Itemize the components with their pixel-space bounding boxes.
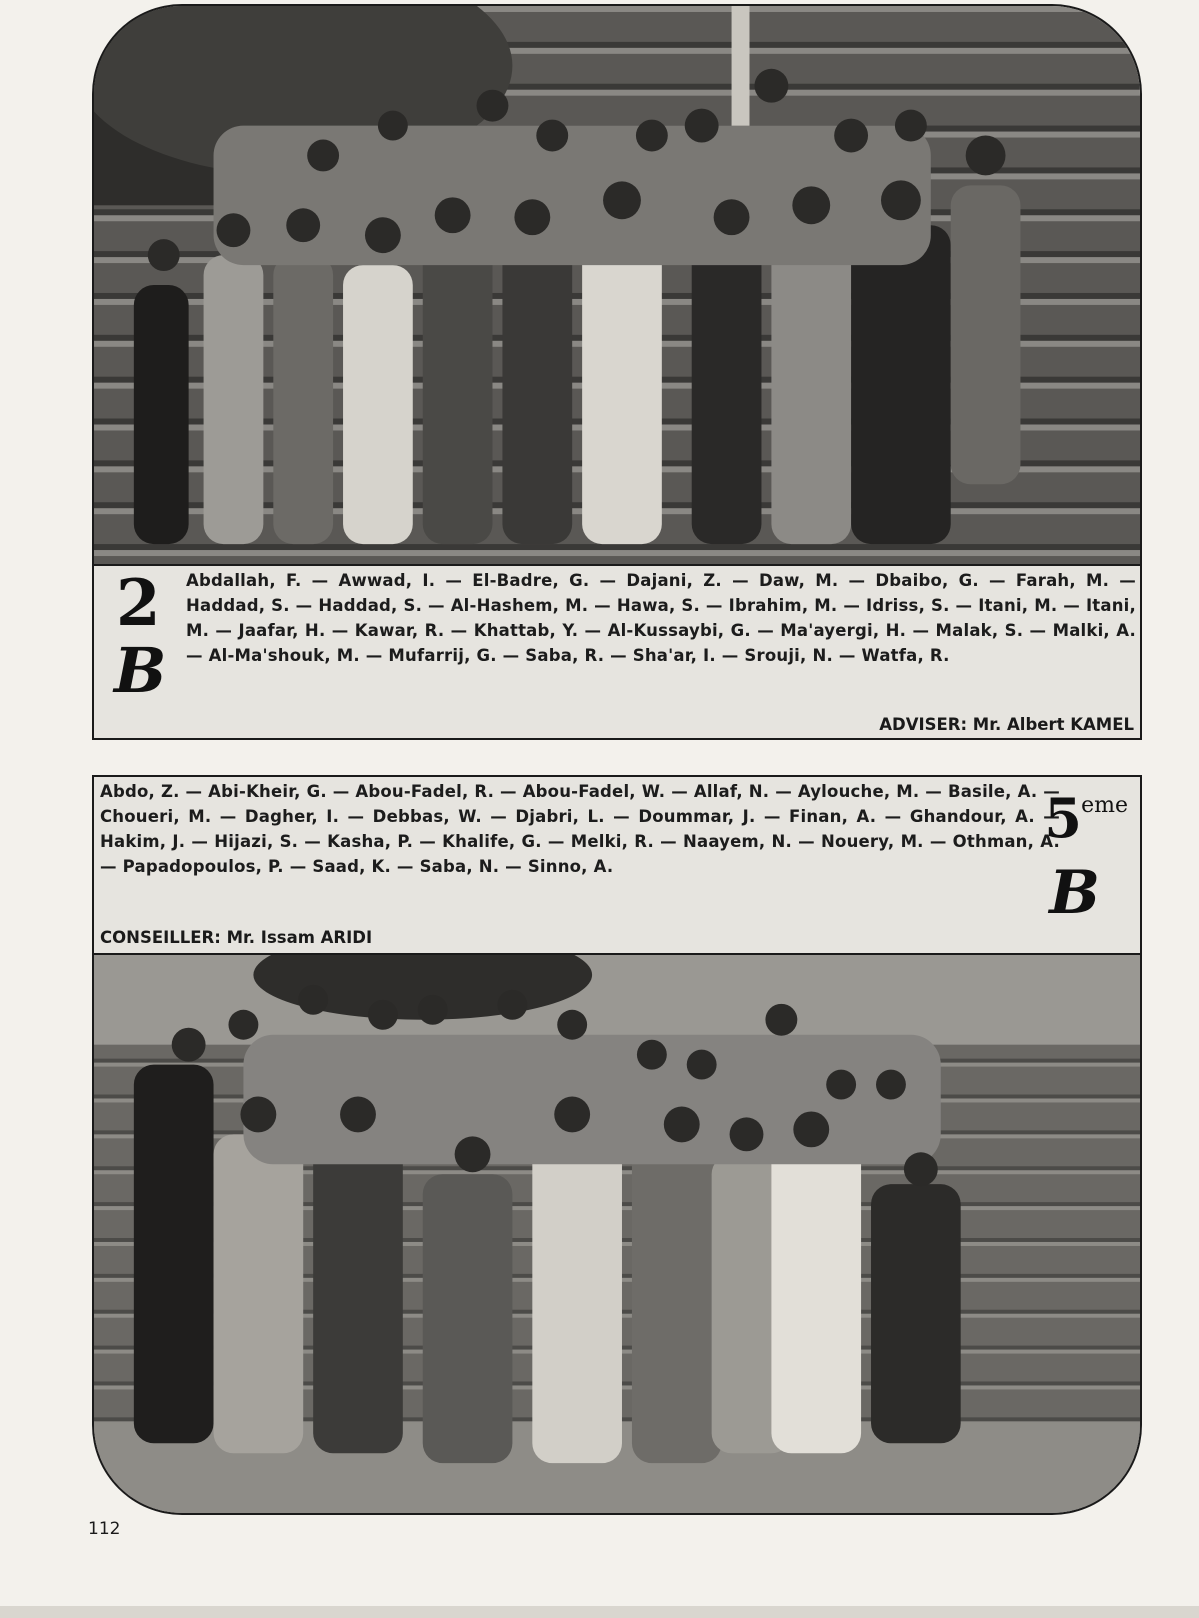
- class-number: 2: [116, 566, 161, 641]
- class-photo-2b-image: [94, 6, 1140, 564]
- class-photo-2b: [92, 4, 1142, 564]
- adviser-label: ADVISER: Mr. Albert KAMEL: [879, 715, 1134, 734]
- class-suffix: eme: [1081, 793, 1128, 818]
- adviser-label: CONSEILLER: Mr. Issam ARIDI: [100, 928, 373, 947]
- class-2b-caption: [92, 564, 1142, 740]
- class-photo-5b: [92, 955, 1142, 1515]
- class-letter: B: [114, 634, 167, 707]
- page-edge: [0, 1606, 1199, 1618]
- student-names: Abdo, Z. — Abi-Kheir, G. — Abou-Fadel, R. — Abou-Fadel, W. — Allaf, N. — Aylouche, M. — Basile, A. — Choueri, M. — Dagher, I. — Debbas, W. — Djabri, L. — Doummar, J. — Finan, A. — Ghandour, A. — Hakim, J. — Hijazi, S. — Kasha, P. — Khalife, G. — Melki, R. — Naayem, N. — Nouery, M. — Othman, A. — Papadopoulos, P. — Saad, K. — Saba, N. — Sinno, A.: [100, 782, 1060, 876]
- class-number: 5: [1044, 786, 1082, 850]
- page-number: 112: [88, 1519, 121, 1539]
- class-5b-caption: [92, 775, 1142, 955]
- class-letter: B: [1049, 858, 1100, 928]
- class-photo-5b-image: [94, 955, 1140, 1513]
- student-names: Abdallah, F. — Awwad, I. — El-Badre, G. — Dajani, Z. — Daw, M. — Dbaibo, G. — Farah, M. — Haddad, S. — Haddad, S. — Al-Hashem, M. — Hawa, S. — Ibrahim, M. — Idriss, S. — Itani, M. — Itani, M. — Jaafar, H. — Kawar, R. — Khattab, Y. — Al-Kussaybi, G. — Ma'ayergi, H. — Malak, S. — Malki, A. — Al-Ma'shouk, M. — Mufarrij, G. — Saba, R. — Sha'ar, I. — Srouji, N. — Watfa, R.: [186, 571, 1136, 665]
